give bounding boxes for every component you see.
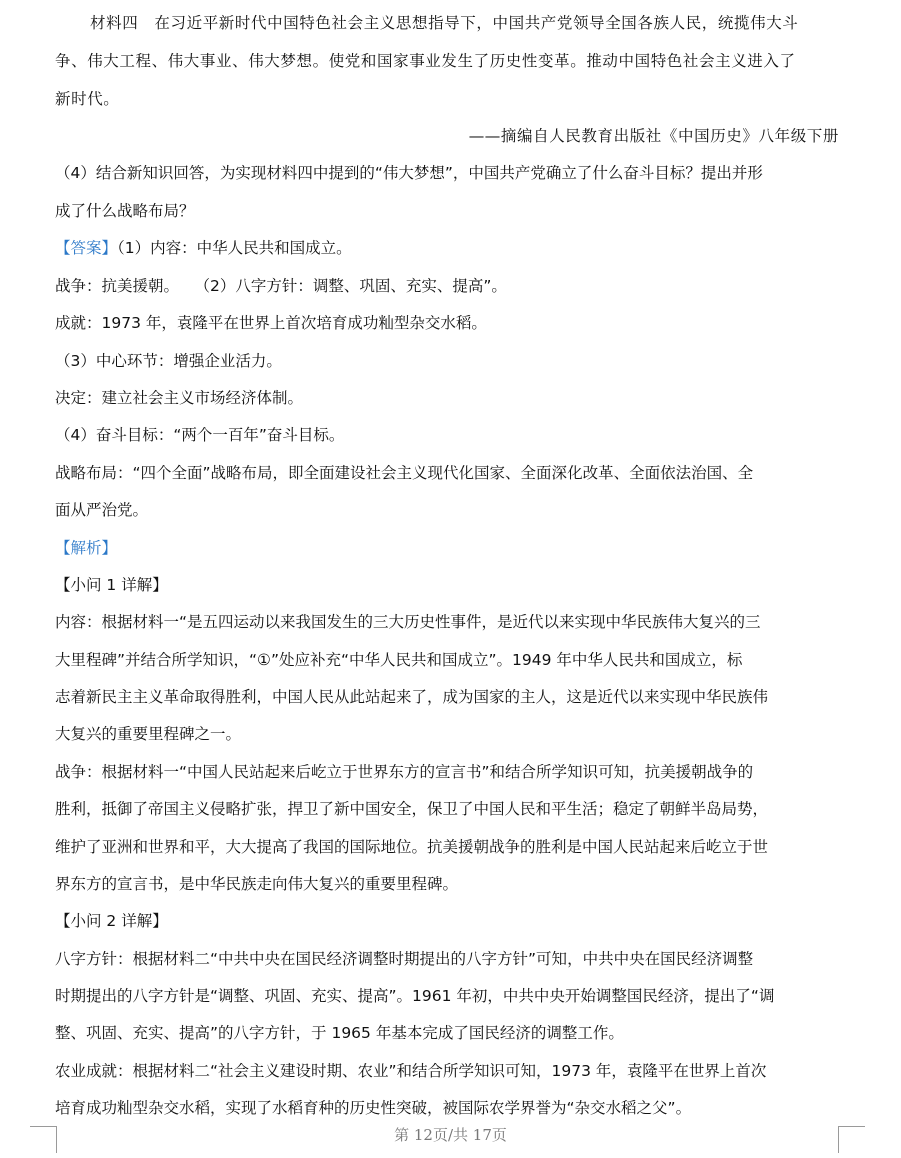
material4-line: 争、伟大工程、伟大事业、伟大梦想。使党和国家事业发生了历史性变革。推动中国特色社会主义进入了 bbox=[55, 52, 796, 70]
answer-tag: 【答案】 bbox=[55, 239, 118, 257]
analysis-line: 农业成就：根据材料二“社会主义建设时期、农业”和结合所学知识可知，1973 年，袁隆平在世界上首次 bbox=[55, 1062, 767, 1080]
answer-line bbox=[55, 237, 845, 259]
answer-line: 战略布局：“四个全面”战略布局，即全面建设社会主义现代化国家、全面深化改革、全面依法治国、全 bbox=[55, 464, 754, 482]
analysis-line: 界东方的宣言书，是中华民族走向伟大复兴的重要里程碑。 bbox=[55, 875, 459, 893]
analysis-line: 整、巩固、充实、提高”的八字方针，于 1965 年基本完成了国民经济的调整工作。 bbox=[55, 1024, 624, 1042]
subquestion-heading: 【小问 1 详解】 bbox=[55, 576, 168, 594]
analysis-line: 大复兴的重要里程碑之一。 bbox=[55, 725, 242, 743]
subquestion-heading: 【小问 2 详解】 bbox=[55, 912, 168, 930]
material4-source: ——摘编自人民教育出版社《中国历史》八年级下册 bbox=[468, 127, 839, 145]
answer-line: （3）中心环节：增强企业活力。 bbox=[55, 352, 282, 370]
answer-line: 成就：1973 年，袁隆平在世界上首次培育成功籼型杂交水稻。 bbox=[55, 314, 487, 332]
question-line: 成了什么战略布局？ bbox=[55, 202, 195, 220]
page-number: 第 12页/共 17页 bbox=[394, 1126, 507, 1144]
material4-line: 材料四 在习近平新时代中国特色社会主义思想指导下，中国共产党领导全国各族人民，统揽伟大斗 bbox=[90, 14, 799, 32]
analysis-line: 八字方针：根据材料二“中共中央在国民经济调整时期提出的八字方针”可知，中共中央在国民经济调整 bbox=[55, 950, 754, 968]
analysis-line: 大里程碑”并结合所学知识，“①”处应补充“中华人民共和国成立”。1949 年中华人民共和国成立，标 bbox=[55, 651, 743, 669]
answer-line: 面从严治党。 bbox=[55, 501, 149, 519]
answer-line: 战争：抗美援朝。 （2）八字方针：调整、巩固、充实、提高”。 bbox=[55, 277, 507, 295]
analysis-line: 培育成功籼型杂交水稻，实现了水稻育种的历史性突破，被国际农学界誉为“杂交水稻之父”。 bbox=[55, 1099, 692, 1117]
analysis-line: 胜利，抵御了帝国主义侵略扩张，捍卫了新中国安全，保卫了中国人民和平生活；稳定了朝鲜半岛局势， bbox=[55, 800, 769, 818]
answer-line: （4）奋斗目标：“两个一百年”奋斗目标。 bbox=[55, 426, 345, 444]
analysis-line: 时期提出的八字方针是“调整、巩固、充实、提高”。1961 年初，中共中央开始调整国民经济，提出了“调 bbox=[55, 987, 775, 1005]
answer-line: 决定：建立社会主义市场经济体制。 bbox=[55, 389, 304, 407]
analysis-line: 维护了亚洲和世界和平，大大提高了我国的国际地位。抗美援朝战争的胜利是中国人民站起来后屹立于世 bbox=[55, 838, 769, 856]
analysis-line: 志着新民主主义革命取得胜利，中国人民从此站起来了，成为国家的主人，这是近代以来实现中华民族伟 bbox=[55, 688, 769, 706]
analysis-line: 战争：根据材料一“中国人民站起来后屹立于世界东方的宣言书”和结合所学知识可知，抗美援朝战争的 bbox=[55, 763, 754, 781]
answer-text: （1）内容：中华人民共和国成立。 bbox=[117, 239, 352, 257]
analysis-line: 内容：根据材料一“是五四运动以来我国发生的三大历史性事件，是近代以来实现中华民族伟大复兴的三 bbox=[55, 613, 761, 631]
analysis-tag: 【解析】 bbox=[55, 539, 118, 557]
question-line: （4）结合新知识回答，为实现材料四中提到的“伟大梦想”，中国共产党确立了什么奋斗目标？提出并形 bbox=[55, 164, 763, 182]
material4-line: 新时代。 bbox=[55, 90, 120, 108]
